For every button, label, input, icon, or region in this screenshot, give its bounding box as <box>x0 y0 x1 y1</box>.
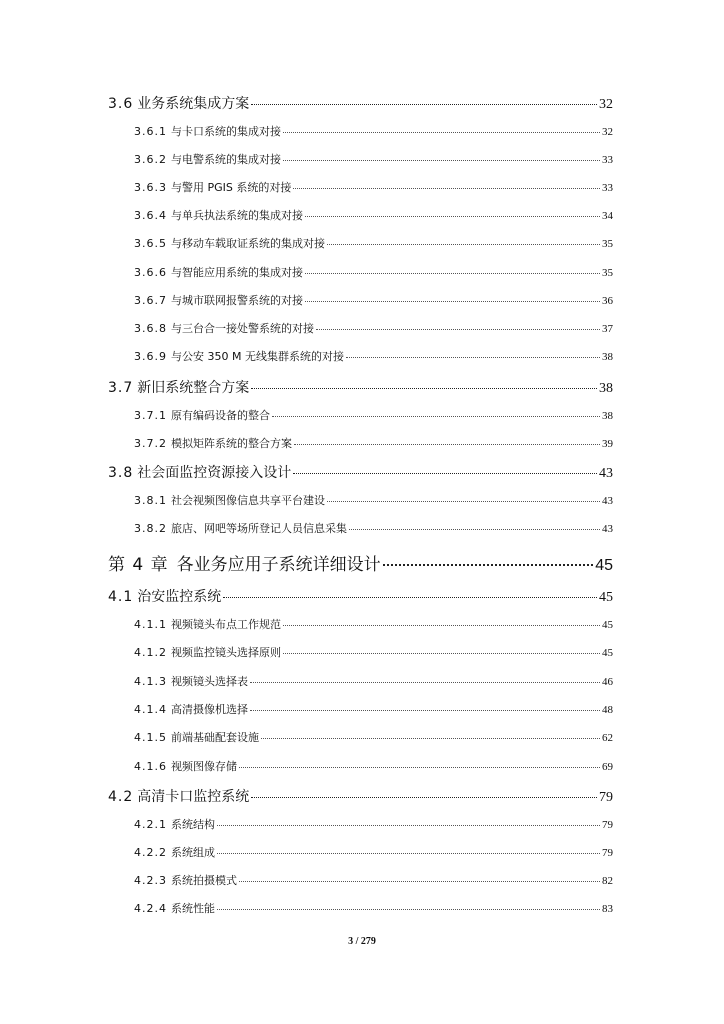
toc-entry-number: 4.1.6 <box>134 760 167 773</box>
toc-entry-number: 4.1.1 <box>134 618 167 631</box>
toc-entry-number: 3.6.5 <box>134 237 167 250</box>
toc-entry-number: 3.6.1 <box>134 125 167 138</box>
toc-entry-page: 45 <box>599 590 613 605</box>
dot-leader <box>217 909 600 910</box>
dot-leader <box>272 416 600 417</box>
toc-entry-3-6-9[interactable] <box>134 348 613 364</box>
toc-entry-page: 38 <box>602 410 613 422</box>
toc-entry-number: 3.6.9 <box>134 350 167 363</box>
dot-leader <box>250 710 600 711</box>
toc-entry-3-6-2[interactable] <box>134 151 613 167</box>
toc-entry-title: 与电警系统的集成对接 <box>171 153 281 166</box>
toc-entry-4-1-3[interactable] <box>134 673 613 689</box>
toc-entry-page: 48 <box>602 704 613 716</box>
toc-entry-3-6-6[interactable] <box>134 264 613 280</box>
toc-entry-title: 业务系统集成方案 <box>137 96 250 112</box>
toc-entry-title: 系统结构 <box>171 818 215 831</box>
toc-entry-title: 与警用 PGIS 系统的对接 <box>171 181 292 194</box>
toc-entry-page: 39 <box>602 438 613 450</box>
toc-entry-title: 治安监控系统 <box>137 589 222 605</box>
dot-leader <box>250 682 600 683</box>
toc-entry-4-2-1[interactable] <box>134 816 613 832</box>
toc-entry-title: 原有编码设备的整合 <box>171 409 270 422</box>
toc-entry-4-1-5[interactable] <box>134 729 613 745</box>
toc-entry-number: 3.6.7 <box>134 294 167 307</box>
toc-entry-title: 系统性能 <box>171 902 215 915</box>
dot-leader <box>223 597 597 598</box>
toc-entry-title: 与卡口系统的集成对接 <box>171 125 281 138</box>
toc-entry-page: 83 <box>602 903 613 915</box>
toc-entry-number: 4.1.4 <box>134 703 167 716</box>
toc-entry-number: 4.2.1 <box>134 818 167 831</box>
toc-entry-3-8-2[interactable] <box>134 520 613 536</box>
toc-entry-title: 系统组成 <box>171 846 215 859</box>
toc-entry-page: 45 <box>602 647 613 659</box>
toc-entry-page: 45 <box>602 619 613 631</box>
toc-entry-3-7-1[interactable] <box>134 407 613 423</box>
toc-entry-3-6-7[interactable] <box>134 292 613 308</box>
toc-entry-page: 37 <box>602 323 613 335</box>
dot-leader <box>327 244 600 245</box>
toc-entry-3-8[interactable] <box>108 462 613 482</box>
dot-leader <box>217 853 600 854</box>
dot-leader <box>283 653 600 654</box>
toc-entry-4-1-6[interactable] <box>134 758 613 774</box>
dot-leader <box>217 825 600 826</box>
dot-leader <box>316 329 600 330</box>
toc-entry-title: 旅店、网吧等场所登记人员信息采集 <box>171 522 347 535</box>
dot-leader <box>283 625 600 626</box>
dot-leader <box>346 357 600 358</box>
toc-entry-title: 与公安 350 M 无线集群系统的对接 <box>171 350 344 363</box>
toc-entry-number: 3.7 <box>108 380 134 396</box>
dot-leader <box>349 529 600 530</box>
toc-entry-4-1-1[interactable] <box>134 616 613 632</box>
toc-entry-title: 视频镜头布点工作规范 <box>171 618 281 631</box>
toc-entry-page: 43 <box>602 523 613 535</box>
toc-entry-title: 模拟矩阵系统的整合方案 <box>171 437 292 450</box>
dot-leader <box>293 188 600 189</box>
toc-entry-4-2-3[interactable] <box>134 872 613 888</box>
toc-entry-number: 4.1.2 <box>134 646 167 659</box>
toc-entry-4-2-4[interactable] <box>134 900 613 916</box>
toc-entry-page: 46 <box>602 676 613 688</box>
toc-entry-number: 4.1 <box>108 589 134 605</box>
dot-leader <box>251 104 597 105</box>
toc-entry-title: 与智能应用系统的集成对接 <box>171 266 303 279</box>
dot-leader <box>327 501 600 502</box>
toc-entry-number: 3.8.1 <box>134 494 167 507</box>
toc-entry-3-6[interactable] <box>108 93 613 113</box>
dot-leader <box>239 881 600 882</box>
toc-entry-chapter-4[interactable] <box>108 550 613 574</box>
toc-entry-title: 与三台合一接处警系统的对接 <box>171 322 314 335</box>
toc-entry-number: 第 4 章 <box>108 555 169 575</box>
toc-entry-number: 3.6.2 <box>134 153 167 166</box>
toc-entry-title: 各业务应用子系统详细设计 <box>176 555 381 575</box>
toc-entry-3-6-3[interactable] <box>134 179 613 195</box>
toc-entry-title: 社会面监控资源接入设计 <box>137 465 292 481</box>
dot-leader <box>251 388 597 389</box>
toc-entry-number: 3.6.3 <box>134 181 167 194</box>
toc-entry-number: 4.1.3 <box>134 675 167 688</box>
toc-entry-page: 43 <box>602 495 613 507</box>
dot-leader <box>305 216 600 217</box>
toc-entry-3-7-2[interactable] <box>134 435 613 451</box>
dot-leader <box>305 301 600 302</box>
page-number-footer: 3 / 279 <box>348 936 376 947</box>
toc-entry-4-1-4[interactable] <box>134 701 613 717</box>
toc-entry-page: 62 <box>602 732 613 744</box>
toc-entry-3-6-5[interactable] <box>134 235 613 251</box>
dot-leader <box>293 473 597 474</box>
toc-entry-page: 38 <box>602 351 613 363</box>
toc-entry-page: 79 <box>602 819 613 831</box>
toc-entry-page: 36 <box>602 295 613 307</box>
dot-leader <box>283 132 600 133</box>
toc-entry-title: 系统拍摄模式 <box>171 874 237 887</box>
toc-entry-title: 与城市联网报警系统的对接 <box>171 294 303 307</box>
toc-entry-page: 82 <box>602 875 613 887</box>
toc-entry-3-8-1[interactable] <box>134 492 613 508</box>
toc-entry-3-7[interactable] <box>108 377 613 397</box>
toc-entry-number: 3.6.4 <box>134 209 167 222</box>
toc-entry-number: 3.7.1 <box>134 409 167 422</box>
dot-leader <box>251 797 597 798</box>
dot-leader <box>383 564 594 566</box>
toc-entry-title: 新旧系统整合方案 <box>137 380 250 396</box>
toc-entry-number: 3.6 <box>108 96 134 112</box>
toc-entry-number: 3.7.2 <box>134 437 167 450</box>
toc-entry-number: 3.6.8 <box>134 322 167 335</box>
dot-leader <box>294 444 600 445</box>
dot-leader <box>283 160 600 161</box>
toc-entry-page: 43 <box>599 466 613 481</box>
toc-entry-number: 4.2.2 <box>134 846 167 859</box>
toc-entry-page: 32 <box>599 97 613 112</box>
toc-entry-4-2-2[interactable] <box>134 844 613 860</box>
toc-entry-number: 3.8.2 <box>134 522 167 535</box>
toc-entry-title: 前端基础配套设施 <box>171 731 259 744</box>
toc-entry-title: 视频监控镜头选择原则 <box>171 646 281 659</box>
dot-leader <box>239 767 600 768</box>
toc-entry-title: 社会视频图像信息共享平台建设 <box>171 494 325 507</box>
toc-entry-page: 45 <box>595 557 613 574</box>
toc-entry-title: 视频图像存储 <box>171 760 237 773</box>
toc-entry-number: 3.8 <box>108 465 134 481</box>
toc-entry-number: 3.6.6 <box>134 266 167 279</box>
toc-entry-3-6-4[interactable] <box>134 207 613 223</box>
toc-entry-3-6-8[interactable] <box>134 320 613 336</box>
toc-entry-page: 34 <box>602 210 613 222</box>
toc-entry-number: 4.1.5 <box>134 731 167 744</box>
toc-entry-4-1[interactable] <box>108 586 613 606</box>
toc-entry-number: 4.2.3 <box>134 874 167 887</box>
toc-entry-number: 4.2.4 <box>134 902 167 915</box>
toc-entry-title: 视频镜头选择表 <box>171 675 248 688</box>
toc-entry-number: 4.2 <box>108 789 134 805</box>
toc-entry-page: 33 <box>602 182 613 194</box>
toc-entry-title: 高清卡口监控系统 <box>137 789 250 805</box>
toc-entry-page: 38 <box>599 381 613 396</box>
toc-entry-page: 32 <box>602 126 613 138</box>
toc-entry-page: 69 <box>602 761 613 773</box>
toc-entry-page: 35 <box>602 238 613 250</box>
dot-leader <box>261 738 600 739</box>
toc-entry-title: 与移动车载取证系统的集成对接 <box>171 237 325 250</box>
dot-leader <box>305 273 600 274</box>
toc-entry-page: 79 <box>602 847 613 859</box>
toc-entry-4-2[interactable] <box>108 786 613 806</box>
toc-entry-page: 33 <box>602 154 613 166</box>
toc-entry-page: 79 <box>599 790 613 805</box>
toc-entry-page: 35 <box>602 267 613 279</box>
toc-entry-4-1-2[interactable] <box>134 644 613 660</box>
toc-entry-3-6-1[interactable] <box>134 123 613 139</box>
toc-entry-title: 与单兵执法系统的集成对接 <box>171 209 303 222</box>
toc-entry-title: 高清摄像机选择 <box>171 703 248 716</box>
